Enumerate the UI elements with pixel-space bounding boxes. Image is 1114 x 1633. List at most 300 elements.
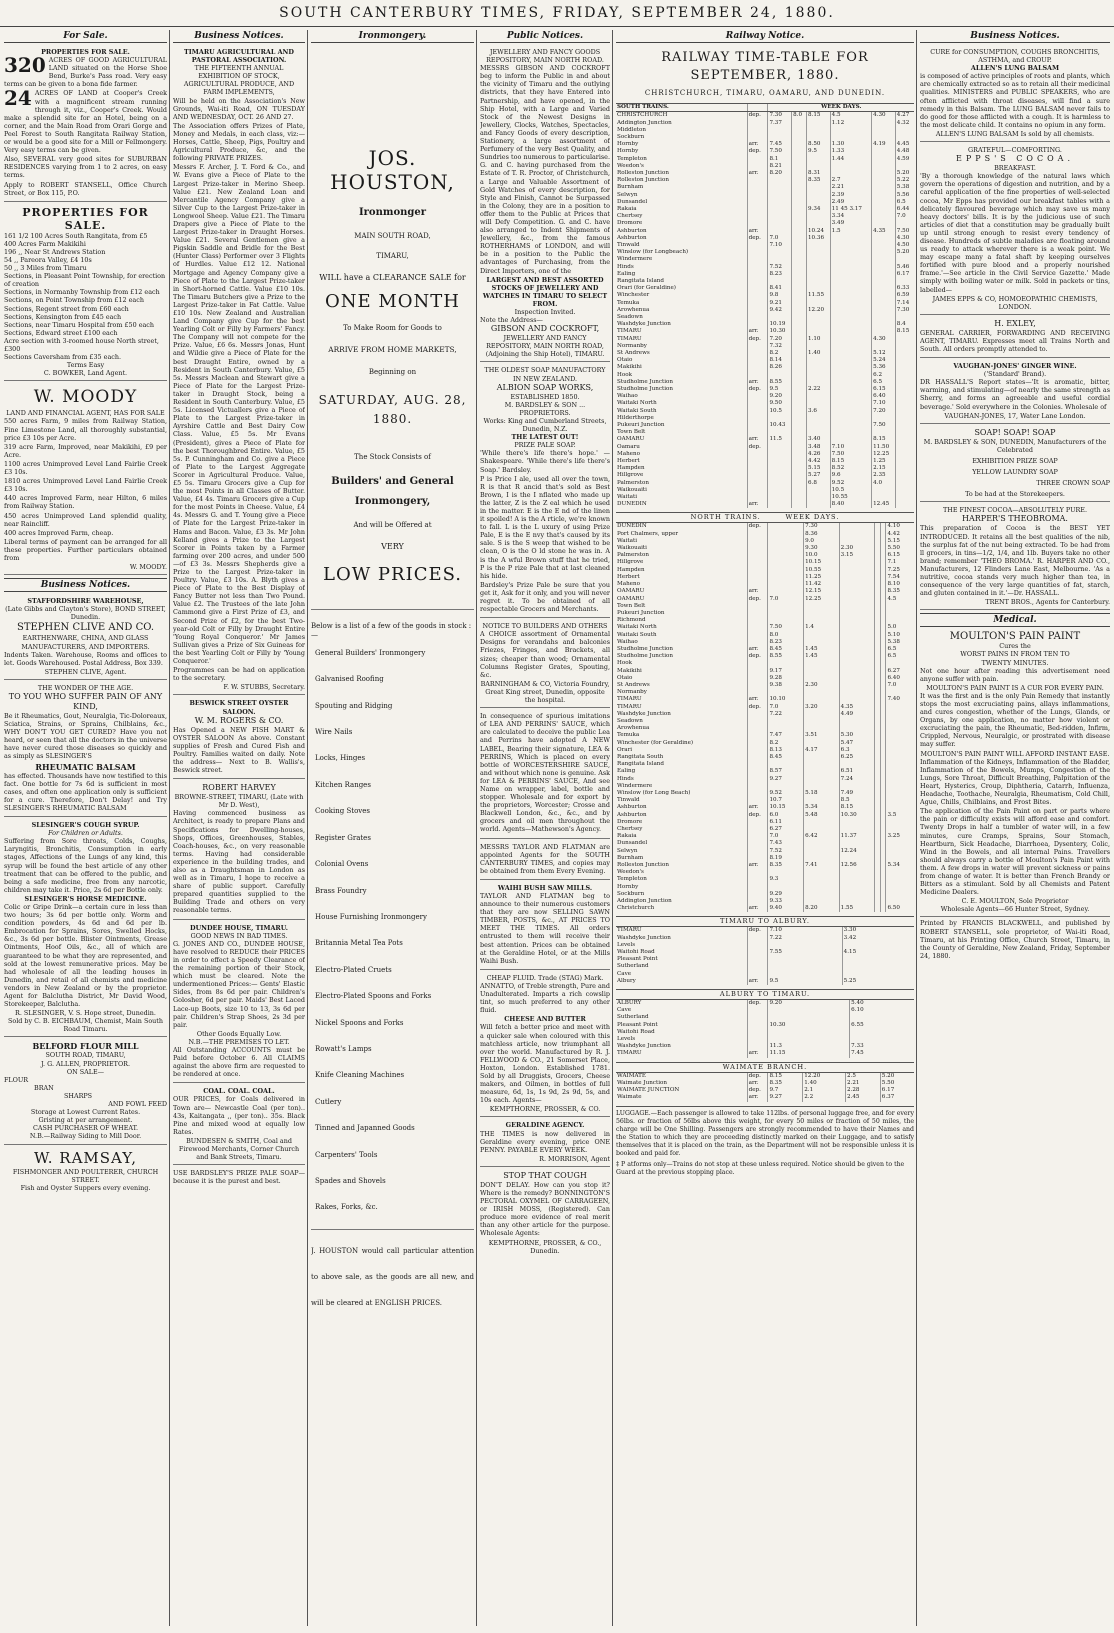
arr-dep <box>747 740 768 747</box>
train-time: 12.25 <box>872 451 896 458</box>
train-time <box>792 220 807 227</box>
train-time: 8.45 <box>768 646 804 653</box>
ad-properties-stansell: PROPERTIES FOR SALE. 320 ACRES OF GOOD AGRICULTURAL LAND situated on the Horse Shoe Bend, Burke's Pass road. Very easy terms can be given to a bona fide farmer. 24 ACRES OF LAND at Cooper's Creek with a magnificent stream running through it, viz., Cooper's Creek. Would make a splendid site for an Hotel, being on a corner, and the Main Road from Orari Gorge and Peel Forest to South Rangitata Railway Station, or would be a good site for a Mill or Fellmongery. Very easy terms can be given. Also, SEVERAL very good sites for SUBURBAN RESIDENCES varying from 1 to 2 acres, on easy terms. Apply to ROBERT STANSELL, Office Church Street, or Box 115, P.O. <box>4 46 167 202</box>
timetable-row <box>616 228 914 235</box>
train-time: 9.0 <box>804 538 840 545</box>
list-item: Electro-Plated Cruets <box>315 965 392 974</box>
arr-dep: arr. <box>747 588 768 595</box>
column-rule <box>916 30 917 1626</box>
timetable-row <box>616 1073 914 1080</box>
timetable-row <box>616 1080 914 1087</box>
arr-dep <box>747 429 768 436</box>
station-name: Waikouaiti <box>617 545 647 552</box>
section-heading: Medical. <box>920 613 1110 627</box>
arr-dep <box>747 531 768 538</box>
arr-dep: arr. <box>747 1080 768 1087</box>
train-time <box>804 855 840 862</box>
train-time <box>895 480 914 487</box>
train-time <box>768 581 804 588</box>
station-name: Arowhenua <box>617 725 650 732</box>
station-name: Sutherland <box>617 1014 649 1021</box>
train-time: 8.14 <box>768 357 792 364</box>
timetable-title: RAILWAY TIME-TABLE FOR SEPTEMBER, 1880. <box>661 50 869 83</box>
timetable-row <box>616 776 914 783</box>
arr-dep <box>747 538 768 545</box>
station-name: Washdyke Junction <box>617 710 671 717</box>
timetable-row <box>616 350 914 357</box>
station-name: WAIMATE <box>617 1072 646 1079</box>
train-time: 7.10 <box>830 444 871 451</box>
train-time <box>804 891 840 898</box>
list-item: Wire Nails <box>315 728 353 737</box>
train-time <box>872 429 896 436</box>
train-time: 3.49 <box>830 220 871 227</box>
list-item: Britannia Metal Tea Pots <box>315 939 403 948</box>
station-name: Levels <box>617 941 636 948</box>
timetable-row <box>616 357 914 364</box>
train-time <box>895 336 914 343</box>
train-time <box>806 393 830 400</box>
timetable-row <box>616 639 914 646</box>
train-time <box>792 321 807 328</box>
train-time <box>806 199 830 206</box>
train-time <box>872 170 896 177</box>
train-time <box>839 891 875 898</box>
train-time: 9.6 <box>830 472 871 479</box>
timetable-row <box>616 624 914 631</box>
train-time <box>768 206 792 213</box>
arr-dep <box>747 949 768 956</box>
train-time: 12.20 <box>806 307 830 314</box>
train-time: 8.20 <box>804 905 840 912</box>
station-name: OAMARU <box>617 595 645 602</box>
timetable-row <box>616 898 914 905</box>
train-time <box>886 610 914 617</box>
arr-dep <box>747 624 768 631</box>
train-time <box>895 314 914 321</box>
train-time: 10.55 <box>804 567 840 574</box>
train-time <box>872 199 896 206</box>
train-time: 4.5 <box>886 596 914 603</box>
arr-dep <box>747 494 768 501</box>
train-time: 1.45 <box>804 646 840 653</box>
arr-dep <box>747 278 768 285</box>
arr-dep <box>747 465 768 472</box>
station-name: Waitohi Road <box>617 1028 655 1035</box>
station-name: Ashburton <box>617 804 647 811</box>
train-time <box>830 408 871 415</box>
ad-belford-mill: BELFORD FLOUR MILL SOUTH ROAD, TIMARU, J. G. ALLEN, PROPRIETOR. ON SALE— FLOUR BRAN SHARPS AND FOWL FEED Storage at Lowest Current Rates. Gristing at per arrangement. CASH PURCHASER OF WHEAT. N.B.—Railway Siding to Mill Door. <box>4 1039 167 1144</box>
train-time <box>768 134 792 141</box>
station-name: Seadown <box>617 717 643 724</box>
train-time <box>804 689 840 696</box>
station-name: Normanby <box>617 342 647 349</box>
train-time <box>792 364 807 371</box>
train-time <box>806 127 830 134</box>
section-heading: Railway Notice. <box>616 30 914 43</box>
station-name: Hillgrove <box>617 559 644 566</box>
ad-dundee-house: DUNDEE HOUSE, TIMARU. GOOD NEWS IN BAD TIMES. G. JONES AND CO., DUNDEE HOUSE, have resolved to REDUCE their PRICES in order to effect a Speedy Clearance of the remaining portion of their Stock, which must be cleared. Note the undermentioned Prices:— Gents' Elastic Sides, from 8s 6d per pair. Children's Golosher, 6d per pair. Maids' Best Laced Lace-up Boots, size 10 to 13, 3s 6d per pair. Children's Strap Shoes, 2s 3d per pair. Other Goods Equally Low. N.B.—THE PREMISES TO LET. All Outstanding ACCOUNTS must be Paid before October 6. All CLAIMS against the above firm are requested to be rendered at once. <box>173 922 305 1084</box>
station-name: Templeton <box>617 876 647 883</box>
arr-dep <box>747 300 768 307</box>
train-time <box>792 206 807 213</box>
timetable-row <box>616 372 914 379</box>
train-time: 7.54 <box>886 574 914 581</box>
train-time <box>839 574 875 581</box>
station-name: Windermere <box>617 256 653 263</box>
train-time: 6.55 <box>850 1022 914 1029</box>
arr-dep <box>747 552 768 559</box>
train-time: 8.20 <box>768 170 792 177</box>
train-time <box>872 343 896 350</box>
train-time <box>886 776 914 783</box>
train-time <box>872 494 896 501</box>
train-time <box>804 639 840 646</box>
train-time <box>872 120 896 127</box>
timetable-row <box>616 646 914 653</box>
arr-dep <box>747 357 768 364</box>
train-time <box>806 285 830 292</box>
train-time: 4.50 <box>895 242 914 249</box>
train-time <box>768 256 792 263</box>
train-time: 6.44 <box>895 206 914 213</box>
train-time <box>839 581 875 588</box>
train-time <box>792 199 807 206</box>
station-name: Hinds <box>617 263 634 270</box>
train-time <box>872 242 896 249</box>
train-time <box>842 942 914 949</box>
train-time <box>804 819 840 826</box>
arr-dep <box>747 855 768 862</box>
train-time: 7.50 <box>895 228 914 235</box>
train-time <box>839 675 875 682</box>
train-time: 8.36 <box>804 531 840 538</box>
train-time <box>830 285 871 292</box>
train-time: 3.5 <box>886 812 914 819</box>
train-time: 7.49 <box>839 790 875 797</box>
train-time <box>806 184 830 191</box>
arr-dep: arr. <box>747 501 768 508</box>
train-time: 2.15 <box>872 465 896 472</box>
train-time <box>872 235 896 242</box>
station-name: Hampden <box>617 566 645 573</box>
train-time <box>839 876 875 883</box>
station-name: Arowhenua <box>617 306 650 313</box>
train-time: 7.0 <box>768 235 792 242</box>
arr-dep <box>747 1022 768 1029</box>
timetable-row <box>616 112 914 120</box>
train-time: 4.32 <box>895 120 914 127</box>
train-time: 6.27 <box>886 668 914 675</box>
train-time <box>804 668 840 675</box>
station-name: Waitaki North <box>617 400 657 407</box>
train-time: 9.30 <box>804 545 840 552</box>
train-time <box>895 436 914 443</box>
station-name: Ashburton <box>617 227 647 234</box>
train-time <box>839 639 875 646</box>
train-time <box>839 855 875 862</box>
station-name: Hampden <box>617 465 645 472</box>
train-time <box>830 393 871 400</box>
arr-dep <box>747 732 768 739</box>
train-time: 8.2 <box>768 740 804 747</box>
train-time <box>886 711 914 718</box>
arr-dep <box>747 177 768 184</box>
train-time: 8.55 <box>768 653 804 660</box>
station-name: Tinwald <box>617 797 640 804</box>
train-time <box>804 617 840 624</box>
train-time: 9.5 <box>768 386 792 393</box>
station-name: Orari (for Geraldine) <box>617 285 676 292</box>
train-time: 8.1 <box>768 156 792 163</box>
train-time: 11.50 <box>872 444 896 451</box>
train-time: 6.17 <box>880 1087 914 1094</box>
column-business-notices <box>173 30 305 1626</box>
arr-dep <box>747 898 768 905</box>
station-name: Makikihi <box>617 364 642 371</box>
ad-coal: COAL. COAL. COAL. OUR PRICES, for Coals delivered in Town are— Newcastle Coal (per ton).. 43s, Kaitangata ,, (per ton).. 35s. Black Pine and mixed wood at equally low Rates. BUNDESEN & SMITH, Coal and Firewood Merchants, Corner Church and Bank Streets, Timaru. <box>173 1085 305 1165</box>
train-time <box>886 869 914 876</box>
arr-dep <box>747 668 768 675</box>
train-time <box>792 300 807 307</box>
arr-dep: dep. <box>747 812 768 819</box>
train-time <box>768 458 792 465</box>
timetable-row <box>616 400 914 407</box>
train-time <box>886 603 914 610</box>
list-item: Locks, Hinges <box>315 754 366 763</box>
train-time <box>872 271 896 278</box>
train-time: 11.55 <box>806 292 830 299</box>
timetable-row <box>616 826 914 833</box>
train-time: 11.25 <box>804 574 840 581</box>
station-name: Dunsandel <box>617 198 648 205</box>
train-time: 8.55 <box>768 379 792 386</box>
train-time <box>804 660 840 667</box>
station-name: OAMARU <box>617 588 645 595</box>
arr-dep <box>747 1036 768 1043</box>
advertiser-name: JOS. HOUSTON, <box>330 146 455 194</box>
arr-dep <box>747 869 768 876</box>
timetable-row <box>616 1043 914 1050</box>
train-time: 9.27 <box>768 1094 803 1101</box>
station-name: Dromore <box>617 220 643 227</box>
timetable-row <box>616 235 914 242</box>
station-name: Waimate <box>617 1094 642 1101</box>
timetable-row <box>616 668 914 675</box>
train-time <box>895 487 914 494</box>
arr-dep <box>747 408 768 415</box>
arr-dep <box>747 632 768 639</box>
train-time: 11.5 <box>768 436 792 443</box>
train-time <box>792 177 807 184</box>
ad-waihi-saw-mills: WAIHI BUSH SAW MILLS. TAYLOR AND FLATMAN beg to announce to their numerous customers that they are now SELLING SAWN TIMBER, POSTS, &c., AT PRICES TO MEET THE TIMES. All orders entrusted to them will receive their best attention. Prices can be obtained at the Geraldine Hotel, or at the Mills Waihi Bush. <box>480 882 610 970</box>
train-time <box>768 494 792 501</box>
arr-dep: arr. <box>747 170 768 177</box>
arr-dep <box>747 617 768 624</box>
train-time <box>872 163 896 170</box>
timetable-row <box>616 523 914 530</box>
train-time: 7.10 <box>768 927 842 934</box>
train-time <box>768 610 804 617</box>
train-time: 4.35 <box>872 228 896 235</box>
station-name: Cave <box>617 1007 632 1014</box>
train-time: 9.8 <box>768 292 792 299</box>
arr-dep <box>747 285 768 292</box>
train-time: 6.5 <box>886 653 914 660</box>
train-time: 5.50 <box>886 545 914 552</box>
arr-dep <box>747 400 768 407</box>
train-time <box>768 220 792 227</box>
train-time <box>872 148 896 155</box>
train-time: 2.39 <box>830 192 871 199</box>
train-time: 8.50 <box>806 141 830 148</box>
train-time <box>830 336 871 343</box>
train-time <box>792 451 807 458</box>
train-time: 4.5 <box>830 112 871 120</box>
station-name: Rangitata South <box>617 753 664 760</box>
timetable-row <box>616 148 914 155</box>
ad-exley: H. EXLEY, GENERAL CARRIER, FORWARDING AND RECEIVING AGENT, TIMARU. Expresses meet all Trains North and South. All orders promptly attended to. <box>920 317 1110 358</box>
train-time <box>806 264 830 271</box>
train-time <box>806 314 830 321</box>
timetable-row <box>616 905 914 912</box>
timetable-row <box>616 840 914 847</box>
arr-dep: dep. <box>747 1073 768 1080</box>
train-time <box>768 725 804 732</box>
train-time <box>886 804 914 811</box>
arr-dep <box>747 711 768 718</box>
timetable-row <box>616 1007 914 1014</box>
timetable-row <box>616 1094 914 1101</box>
ad-agricultural-association: TIMARU AGRICULTURAL AND PASTORAL ASSOCIATION. THE FIFTEENTH ANNUAL EXHIBITION OF STOCK, AGRICULTURAL PRODUCE, AND FARM IMPLEMENTS, Will be held on the Association's New Grounds, Wai-iti Road, ON TUESDAY AND WEDNESDAY, OCT. 26 AND 27. The Association offers Prizes of Plate, Money and Medals, in each class, viz:—Horses, Cattle, Sheep, Pigs, Poultry and Agricultural Produce, &c, and the following PRIVATE PRIZES. Messrs F. Archer, J. T. Ford & Co., and W. Evans give a Piece of Plate to the Largest Prize-taker in Merino Sheep. Value £21. New Zealand Loan and Mercantile Agency Company give a Silver Cup to the Largest Prize-taker in Longwool Sheep. Value £21. The Timaru Drapers give a Piece of Plate to the Largest Prize-taker in Draught Horses. Value £21. Several Gentlemen give a Pigskin Saddle and Bridle for the Best (Hunter Class) Performer over 3 Flights of Hurdles. Value £12 12. National Mortgage and Agency Company give a Piece of Plate to the Largest Prize-taker in Short-horned Cattle. Value £10 10s. The Timaru Butchers give a Prize to the Largest Prize-taker in Fat Cattle. Value £10 10s. New Zealand and Australian Land Company give Cup for the best Yearling Colt or Filly by Farmers' Fancy. The Company will not compete for the Prize. Value, £6 6s. Messrs Jonas, Hunt and Wildie give a Piece of Plate for the best Draught Entire, owned by a Resident in South Canterbury. Value, £5 5s. Messrs Maclean and Stewart give a Piece of Plate for the Largest Prize-taker in Draught Stock, being a Resident in South Canterbury. Value, £5 5s. Licensed Victuallers give a Piece of Plate to the Largest Prize-taker in Ayrshire Cattle and Best Dairy Cow Class. Value, £5 5s. Mr Evans (President), gives a Piece of Plate for the best Thoroughbred Entire. Value, £5 5s. P. Cunningham and Co. give a Piece of Plate to the Largest Aggregate Scorer in Agricultural Produce. Value, £5 5s. Timaru Grocers give a Cup for the most Points in all Classes of Butter. Value, £4 4s. Timaru Grocers give a Cup for the most Points in Cheese. Value, £4 4s. Messrs G. and T. Young give a Piece of Plate for the Largest Prize-taker in Hams and Bacon. Value, £3 3s. Mr John Kelland gives a Prize to the Largest Scorer in Points taken by a Farmer farming over 200 acres, and under 500—of £3 3s. Messrs Shepherds give a Prize to the Largest Prize-taker in Poultry. Value, £3 10s. A. Blyth gives a Piece of Plate to the Best Display of Fancy Butter not less than Two Pound. Value £2. The Trustees of the late John Cammond give a First Prize of £3, and Second Prize of £2, for the best Two-year-old Colt or Filly by Draught Entire 'Young Royal Conqueror.' Mr James Sullivan gives a Prize of Six Guineas for the best Yearling Colt or Filly by 'Young Conqueror.' Programmes can be had on application to the secretary. F. W. STUBBS, Secretary. <box>173 46 305 695</box>
train-time: 8.41 <box>768 285 792 292</box>
station-name: Tinwald <box>617 241 640 248</box>
timetable-row <box>616 206 914 213</box>
train-time <box>792 120 807 127</box>
train-time <box>886 819 914 826</box>
station-name: Temuka <box>617 299 640 306</box>
station-name: Makikihi <box>617 667 642 674</box>
train-time <box>895 458 914 465</box>
station-name: TIMARU <box>617 703 642 710</box>
train-time <box>806 256 830 263</box>
station-name: Chertsey <box>617 213 643 220</box>
train-time <box>839 718 875 725</box>
list-item: Brass Foundry <box>315 886 367 895</box>
column-rule <box>476 30 477 1626</box>
timetable-row <box>616 364 914 371</box>
printer-imprint: Printed by FRANCIS BLACKWELL, and published by ROBERT STANSELL, sole proprietor, of Wai-iti Road, Timaru, at his Printing Office, Church Street, Timaru, in the County of Geraldine, New Zealand, Friday, September 24, 1880. <box>920 919 1110 960</box>
train-time: 10.30 <box>768 1022 850 1029</box>
timetable-row <box>616 170 914 177</box>
train-time <box>895 400 914 407</box>
train-time: 4.26 <box>806 451 830 458</box>
train-time: 10.30 <box>768 328 792 335</box>
train-time <box>792 379 807 386</box>
train-time <box>839 538 875 545</box>
train-time: 3.25 <box>886 833 914 840</box>
train-time: 3.42 <box>842 935 914 942</box>
timetable-row <box>616 956 914 963</box>
station-name: Port Chalmers, upper <box>617 530 679 537</box>
station-name: Dunsandel <box>617 840 648 847</box>
timetable-row <box>616 1036 914 1043</box>
station-name: Otaio <box>617 674 633 681</box>
station-name: Town Belt <box>617 429 646 436</box>
train-time <box>804 711 840 718</box>
train-time <box>830 256 871 263</box>
arr-dep <box>747 935 768 942</box>
timetable-row <box>616 192 914 199</box>
timetable-row <box>616 978 914 985</box>
train-time: 1.25 <box>872 458 896 465</box>
arr-dep: arr. <box>747 905 768 912</box>
train-time: 2.1 <box>803 1087 846 1094</box>
train-time: 8.52 <box>830 465 871 472</box>
train-time <box>886 689 914 696</box>
station-name: Rangitata Island <box>617 277 664 284</box>
train-time <box>886 725 914 732</box>
list-item: Rowatt's Lamps <box>315 1044 372 1053</box>
train-time <box>830 364 871 371</box>
train-time <box>804 776 840 783</box>
arr-dep <box>747 321 768 328</box>
train-time: 11.3 <box>768 1043 850 1050</box>
train-time: 4.45 <box>895 141 914 148</box>
station-name: Waitaki North <box>617 624 657 631</box>
station-name: Ashburton <box>617 234 647 241</box>
station-name: OAMARU <box>617 436 645 443</box>
train-time <box>768 783 804 790</box>
arr-dep <box>747 574 768 581</box>
train-time: 10.24 <box>806 228 830 235</box>
train-time <box>804 603 840 610</box>
train-time: 6.40 <box>872 393 896 400</box>
train-time: 8.57 <box>768 768 804 775</box>
station-name: Addington Junction <box>617 119 672 126</box>
station-name: Winslow (for Long Beach) <box>617 789 691 796</box>
arr-dep: dep. <box>747 927 768 934</box>
train-time <box>804 610 840 617</box>
timetable-row <box>616 704 914 711</box>
station-name: Town Belt <box>617 602 646 609</box>
station-name: Washdyke Junction <box>617 1043 671 1050</box>
timetable-row <box>616 314 914 321</box>
ad-gibson-cockroft: JEWELLERY AND FANCY GOODS REPOSITORY, MAIN NORTH ROAD. MESSRS GIBSON AND COCKROFT beg to inform the Public in and about the vicinity of Timaru and the outlying districts, that they have Entered into Partnership, and have opened, in the Ship Hotel, with a Large and Varied Stock of the Newest Designs in Jewellery, Clocks, Watches, Spectacles, and Fancy Goods of every description, Stationery, a large assortment of Perfumery of the very Best Quality, and Sundries too numerous to particularise. G. and C. having purchased from the Estate of T. R. Proctor, of Christchurch, a Large and Valuable Assortment of Gold Watches of every description, for Style and Finish, Cannot be Surpassed in the Colony, they are in a position to offer them to the Public at Prices that will Defy Competition. G. and C. have also arranged to Indent Shipments of Jewellery, &c., from the famous ROTHERHAMS of LONDON, and will be in a position to the Public the advantages of Purchasing, from the Direct Importers, one of the LARGEST AND BEST ASSORTED STOCKS OF JEWELLERY AND WATCHES IN TIMARU TO SELECT FROM. Inspection Invited. Note the Address— GIBSON AND COCKROFT, JEWELLERY AND FANCY REPOSITORY, MAIN NORTH ROAD, (Adjoining the Ship Hotel), TIMARU. <box>480 46 610 362</box>
train-time <box>804 884 840 891</box>
timetable-row <box>616 732 914 739</box>
timetable-row <box>616 711 914 718</box>
train-time: 5.20 <box>895 249 914 256</box>
arr-dep <box>747 776 768 783</box>
train-time: 9.27 <box>768 776 804 783</box>
timetable-row <box>616 1050 914 1057</box>
station-name: Ealing <box>617 768 636 775</box>
train-time <box>830 314 871 321</box>
station-name: Ashburton <box>617 811 647 818</box>
station-name: Christchurch <box>617 905 655 912</box>
train-time: 10.5 <box>768 408 792 415</box>
timaru-albury-table <box>616 927 914 985</box>
station-name: Studholme Junction <box>617 386 674 393</box>
train-time: 2.5 <box>846 1073 881 1080</box>
train-time <box>806 242 830 249</box>
station-name: Hook <box>617 660 633 667</box>
train-time <box>806 156 830 163</box>
train-time <box>792 156 807 163</box>
train-time <box>768 314 792 321</box>
list-item: Colonial Ovens <box>315 860 369 869</box>
